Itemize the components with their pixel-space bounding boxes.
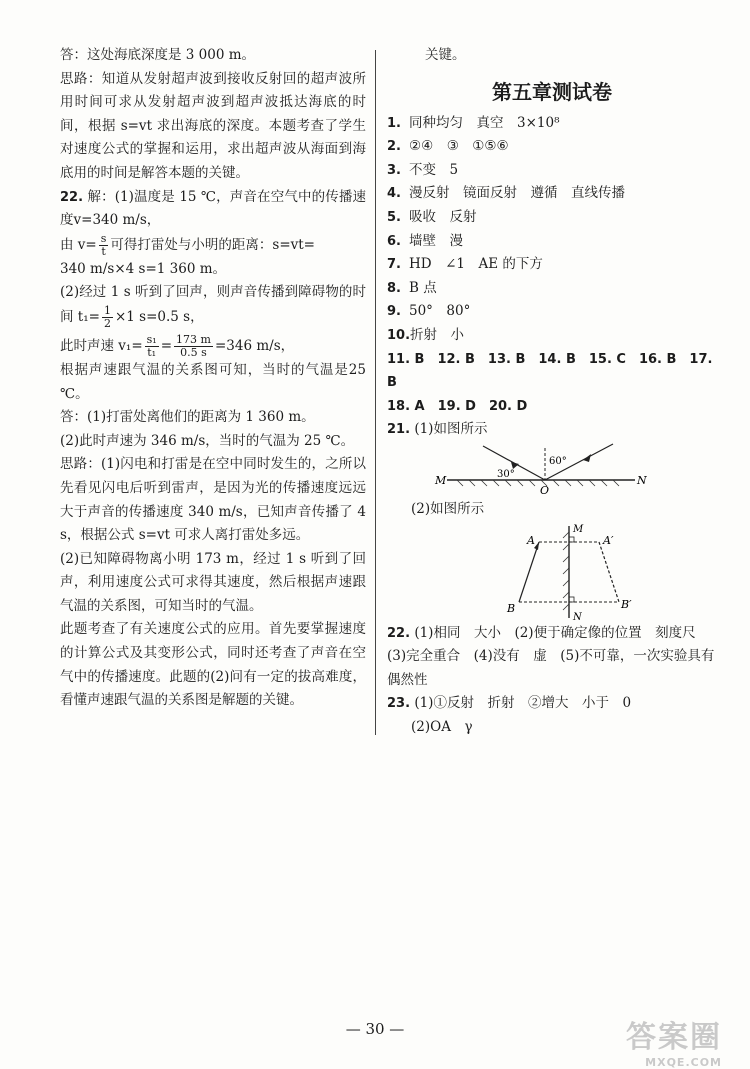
q23-answer <box>387 692 717 716</box>
mc-answers-row2 <box>387 395 717 419</box>
mirror-hatching <box>563 532 569 610</box>
answer-depth: 答：这处海底深度是 3 000 m。 <box>60 47 256 63</box>
chapter-title: 第五章测试卷 <box>492 79 612 104</box>
answer-number: 10. <box>387 327 411 343</box>
watermark-url: MXQE.COM <box>645 1056 722 1069</box>
q22-part-d <box>60 281 366 330</box>
q22-part-i: 思路：(1)闪电和打雷是在空中同时发生的，之所以先看见闪电后听到雷声，是因为光的传播速度远远大于声音的传播速度 340 m/s，已知声音传播了 4 s，根据公式 s=vt 可求人离打雷处多远。 <box>60 456 366 544</box>
answer-text: 墙壁 漫 <box>409 232 463 249</box>
label-B-prime: B′ <box>621 597 632 611</box>
right-column <box>387 44 717 739</box>
watermark <box>626 1012 722 1069</box>
frac-den: t₁ <box>147 345 157 359</box>
answer-item <box>387 277 717 301</box>
frac-num: 1 <box>103 303 111 317</box>
frac-den: 0.5 s <box>180 345 207 359</box>
frac-num: s₁ <box>146 332 157 346</box>
q22-part-b <box>60 233 366 258</box>
q22-number: 22. <box>387 625 411 641</box>
q22-number: 22. <box>60 189 84 205</box>
label-N: N <box>637 473 647 487</box>
object-AB <box>519 542 539 602</box>
q22-part-a <box>60 186 366 233</box>
q22-d-prefix: (2)经过 1 s 听到了回声，则声音传播到障碍物的时间 t₁= <box>60 284 366 325</box>
page-number: — 30 — <box>345 1020 405 1038</box>
q22-part-g: 答：(1)打雷处离他们的距离为 1 360 m。 <box>60 409 315 426</box>
continued-text: 关键。 <box>425 47 466 63</box>
label-A-prime: A′ <box>603 533 614 547</box>
answer-text: 不变 5 <box>409 161 459 178</box>
reflection-diagram <box>407 442 647 498</box>
q21-part1 <box>387 418 717 442</box>
answer-text: 吸收 反射 <box>409 208 477 225</box>
q22-d-suffix: ×1 s=0.5 s， <box>114 308 204 325</box>
left-column <box>60 44 366 713</box>
label-A: A <box>527 533 535 547</box>
answer-text: 同种均匀 真空 3×10⁸ <box>409 114 560 131</box>
answer-number: 5. <box>387 209 401 225</box>
answer-item <box>387 230 717 254</box>
answer-item <box>387 206 717 230</box>
q22-text: (1)相同 大小 (2)便于确定像的位置 刻度尺 (3)完全重合 (4)没有 虚 (5)不可靠，一次实验具有偶然性 <box>387 624 715 688</box>
right-angle-bottom <box>569 597 574 602</box>
label-M: M <box>573 523 584 535</box>
answer-item <box>387 112 717 136</box>
answer-number: 2. <box>387 139 401 155</box>
q22-part-f: 根据声速跟气温的关系图可知，当时的气温是25 ℃。 <box>60 361 366 402</box>
q22-text-a: 解：(1)温度是 15 ℃，声音在空气中的传播速度v=340 m/s， <box>60 188 366 229</box>
plane-mirror-diagram <box>407 522 647 622</box>
mc-text: 11. B 12. B 13. B 14. B 15. C 16. B 17. B <box>387 351 713 391</box>
answer-text: ②④ ③ ①⑤⑥ <box>409 138 509 155</box>
label-M: M <box>435 473 447 487</box>
mirror-hatching <box>457 480 619 486</box>
answer-number: 8. <box>387 280 401 296</box>
fraction-173-05 <box>174 334 213 359</box>
frac-den: t <box>101 244 106 258</box>
q22-b-prefix: 由 v= <box>60 236 97 253</box>
q21-number: 21. <box>387 422 411 438</box>
q21-part2: (2)如图所示 <box>411 500 485 517</box>
answer-number: 9. <box>387 304 401 320</box>
answer-item <box>387 182 717 206</box>
answer-item <box>387 135 717 159</box>
watermark-main: 答案圈 <box>626 1020 722 1055</box>
answer-item <box>387 159 717 183</box>
answer-list <box>387 112 717 348</box>
fraction-half <box>102 305 113 330</box>
answer-text: B 点 <box>409 279 437 296</box>
q22-part-c: 340 m/s×4 s=1 360 m。 <box>60 260 227 277</box>
frac-num: s <box>100 231 107 245</box>
right-angle-top <box>569 537 574 542</box>
fraction-s-over-t <box>99 233 109 258</box>
q22-answer <box>387 622 717 693</box>
fraction-s1-t1 <box>145 334 159 359</box>
angle-60-label: 60° <box>549 455 567 467</box>
mc-text: 18. A 19. D 20. D <box>387 398 528 414</box>
answer-text: 漫反射 镜面反射 遵循 直线传播 <box>409 185 625 202</box>
answer-number: 4. <box>387 186 401 202</box>
answer-item <box>387 253 717 277</box>
q22-e-suffix: =346 m/s， <box>214 337 295 354</box>
answer-text: HD ∠1 AE 的下方 <box>409 256 543 273</box>
answer-text: 50° 80° <box>409 303 471 320</box>
answer-item <box>387 324 717 348</box>
mc-answers-row1 <box>387 348 717 395</box>
answer-text: 折射 小 <box>410 326 465 343</box>
label-O: O <box>540 483 550 497</box>
label-N: N <box>573 611 582 622</box>
answer-number: 1. <box>387 115 401 131</box>
q22-b-suffix: 可得打雷处与小明的距离：s=vt= <box>110 236 315 253</box>
answer-number: 3. <box>387 162 401 178</box>
q22-e-prefix: 此时声速 v₁= <box>60 337 143 354</box>
arrow-reflected <box>583 454 591 462</box>
answer-item <box>387 300 717 324</box>
frac-den: 2 <box>103 316 111 330</box>
label-B: B <box>507 601 516 615</box>
q23-number: 23. <box>387 696 411 712</box>
angle-30-label: 30° <box>497 468 515 480</box>
q23-text-a: (1)①反射 折射 ②增大 小于 0 <box>414 695 632 712</box>
column-divider <box>375 50 376 735</box>
q21-text-a: (1)如图所示 <box>414 421 488 438</box>
q23-answer-b: (2)OA γ <box>411 718 473 735</box>
q22-part-e <box>60 334 366 359</box>
image-AB <box>599 542 619 602</box>
equals: = <box>160 337 173 354</box>
q22-part-j: (2)已知障碍物离小明 173 m，经过 1 s 听到了回声，利用速度公式可求得其速度，然后根据声速跟气温的关系图，可知当时的气温。 <box>60 550 366 614</box>
q22-part-h: (2)此时声速为 346 m/s，当时的气温为 25 ℃。 <box>60 432 355 449</box>
answer-number: 7. <box>387 257 401 273</box>
answer-number: 6. <box>387 233 401 249</box>
frac-num: 173 m <box>176 332 211 346</box>
q22-part-k: 此题考查了有关速度公式的应用。首先要掌握速度的计算公式及其变形公式，同时还考查了声音在空气中的传播速度。此题的(2)问有一定的拔高难度，看懂声速跟气温的关系图是解题的关键。 <box>60 621 366 709</box>
approach-paragraph: 思路：知道从发射超声波到接收反射回的超声波所用时间可求从发射超声波到超声波抵达海底的时间，根据 s=vt 求出海底的深度。本题考查了学生对速度公式的掌握和运用，求出超声波从海面到海底用的时间是解答本题的关键。 <box>60 70 366 181</box>
